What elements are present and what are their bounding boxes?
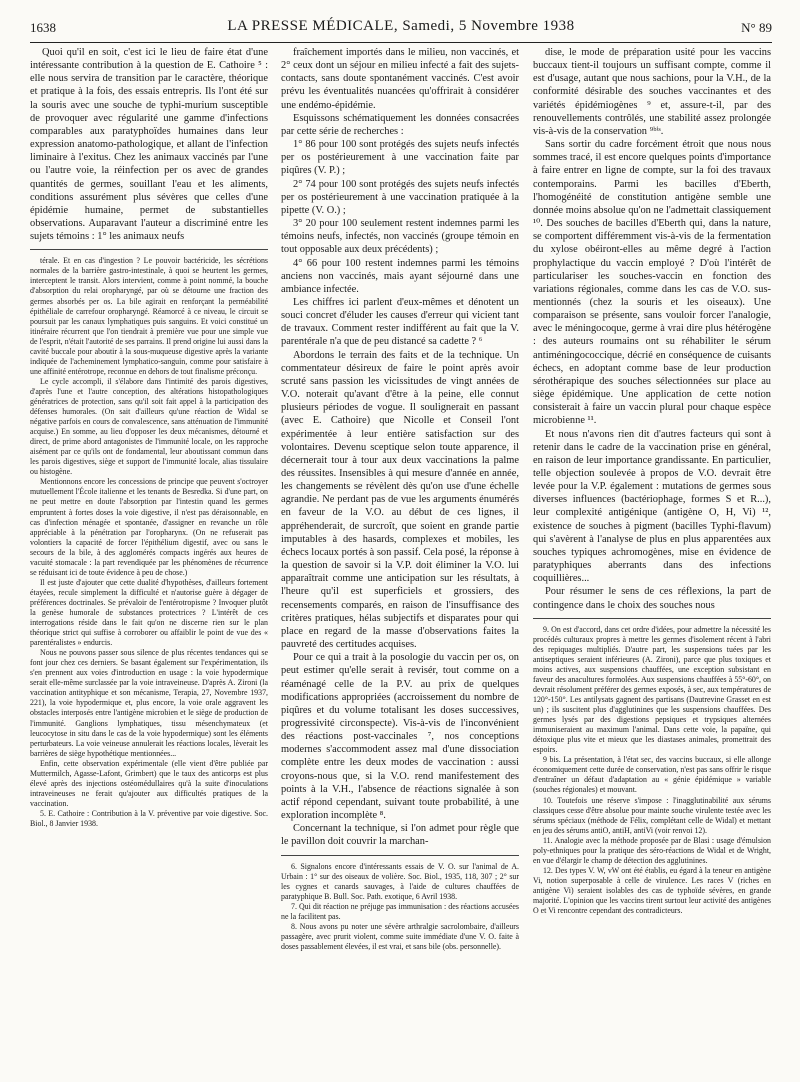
paragraph: 4° 66 pour 100 restent indemnes parmi les témoins anciens non vaccinés, mais ayant séjourné dans une ambiance infectée. [281, 257, 519, 295]
footnote: 5. E. Cathoire : Contribution à la V. préventive par voie digestive. Soc. Biol., 8 Janvier 1938. [30, 808, 268, 828]
footnote: Il est juste d'ajouter que cette dualité d'hypothèses, d'ailleurs fortement étayées, recule simplement la difficulté et n'autorise guère à dégager de préférences doctrinales. Se prévaloir de l'entérotropisme ? Invoquer plutôt la genèse humorale de substances protectrices ? L'intérêt de ces interrogations réside dans le fait qu'on ne discerne rien sur le plan théorique strict qui suffise à corroborer ou affaiblir le point de vue des « parentéralistes » endurcis. [30, 577, 268, 648]
header-rule [30, 42, 772, 43]
footnote-separator [281, 855, 519, 856]
journal-title: LA PRESSE MÉDICALE, Samedi, 5 Novembre 1938 [227, 18, 575, 34]
paragraph: 2° 74 pour 100 sont protégés des sujets neufs infectés per os postérieurement à une vaccination pratiquée à la pipette (V. O.) ; [281, 178, 519, 216]
paragraph: Pour résumer le sens de ces réflexions, la part de contingence dans le choix des souches nous [533, 586, 771, 611]
page-header [30, 18, 772, 40]
paragraph: Pour ce qui a trait à la posologie du vaccin per os, on peut estimer qu'elle serait à revisér, tout comme on a réaménagé celle de la P.V. au prix de quelques modifications appropriées (accroissement du nombre de piqûres et du volume totalisant les doses successives, progressivité circonspecte). Vis-à-vis de l'inconvénient des réactions post-vaccinales ⁷, nos conceptions modernes s'accommodent assez mal d'une dissociation complète entre les deux modes de vaccination : aussi croyons-nous que, si la V.O. rend manifestement des points à la V.H., l'absence de réactions signalée à son actif répond cependant, suivant toute probabilité, à une exploration incomplète ⁸. [281, 652, 519, 822]
footnote-separator [30, 249, 268, 250]
footnote: 9 bis. La présentation, à l'état sec, des vaccins buccaux, si elle allonge économiquement cette durée de conservation, n'est pas sans offrir le risque d'entraîner un défaut d'adaptation au « génie épidémique » variable (souches régionales) et mouvant. [533, 755, 771, 795]
footnote: 12. Des types V. W, vW ont été établis, eu égard à la teneur en antigène Vi, notion superposable à celle de virulence. Les races V (riches en antigène Vi) seraient isolables des cas de typhoïde sévères, en grande majorité. L'opinion que les vaccins tirent surtout leur activité des antigènes O et Vi rencontre cependant des contradicteurs. [533, 865, 771, 916]
footnote-separator [533, 618, 771, 619]
footnote: 9. On est d'accord, dans cet ordre d'idées, pour admettre la nécessité les procédés culturaux propres à mettre les germes d'isolement récent à l'abri des repiquages multipliés. D'autre part, les suspensions tuées par les antiseptiques seraient inférieures (A. Zironi), parce que plus toxiques et moins actives, aux suspensions chauffées, une exception subsistant en faveur des anacultures formolées. Aux suspensions chauffées à 55°-60°, on devrait résolument préférer des germes exposés, à sec, aux températures de 120°-150°. Les antilysats gagnent des partisans (Dautrevine Grasset en est un) ; ils suscitent plus d'agglutinines que les suspensions chauffées. Des germes lysés par des digestions pepsiques et trypsiques alternées immuniseraient au maximum l'animal. Dans cette voie, la papaïne, qui détoxique plus vite et mieux que les diastases animales, promettrait des espoirs. [533, 624, 771, 755]
paragraph: Sans sortir du cadre forcément étroit que nous nous sommes tracé, il est encore quelques points d'importance à faire entrer en ligne de compte, sur la foi des travaux contemporains. Parmi les bacilles d'Eberth, l'homogénéité de constitution antigène semble une donnée moins absolue qu'on ne l'admettait classiquement ¹⁰. Des souches de bacilles d'Eberth qui, dans la nature, se comportent différemment vis-à-vis de la fermentation du xylose obéiront-elles au même degré à l'action prophylactique du vaccin employé ? D'où l'intérêt de particulariser les souches-vaccin en fonction des variations régionales, comme dans les cas de V.O. sus-mentionnés (chez la souris et les oiseaux). Une comparaison se présente, sans vouloir forcer l'analogie, avec le méningocoque, germe à vrai dire plus hétérogène : des auteurs roumains ont su réhabiliter le sérum antiméningococcique, décrié en conséquence de cuisants échecs, en adoptant comme base de leur production sérothérapique des souches sélectionnées sur place au siège épidémique. Une application de cette notion consisterait à faire un vaccin plural pour chaque espèce microbienne ¹¹. [533, 139, 771, 427]
page-number: 1638 [30, 20, 56, 35]
paragraph: Esquissons schématiquement les données consacrées par cette série de recherches : [281, 112, 519, 137]
paragraph: dise, le mode de préparation usité pour les vaccins buccaux tient-il toujours un suffisant compte, comme il est d'usage, autant que nous sachions, pour la V.H., de la conformité désirable des souches vaccinantes et des variétés épidémiogènes ⁹ et, assure-t-il, par des renouvellements contrôlés, une stabilité assez prolongée vis-à-vis de la conservation ⁹ᵇⁱˢ. [533, 47, 771, 137]
footnote: Mentionnons encore les concessions de principe que peuvent s'octroyer mutuellement l'École italienne et les tenants de Besredka. Si d'une part, on ne peut mettre en doute l'absorption par l'intestin quand les germes empruntent à fortes doses la voie digestive, il n'est pas déraisonnable, en cas d'infection ménagée et spontanée, d'assigner en revanche un rôle appréciable à la pénétration par l'oropharynx. (On ne refuserait pas volontiers la capacité de forcer l'épithélium digestif, avec ou sans le secours de la bile, à des agglomérés compacts ingérés aux heures de vacuité stomacale : la part revendiquée par les phénomènes de récurrence se réduisant ici de toute évidence à peu de chose.) [30, 477, 268, 577]
paragraph: fraîchement importés dans le milieu, non vaccinés, et 2° ceux dont un séjour en milieu infecté a fait des sujets-contacts, sans doute spontanément vaccinés. C'est avoir prévu les éventualités nuancées qu'offrirait à considérer une endémo-épidémie. [281, 47, 519, 111]
column-left [30, 46, 268, 1066]
footnote: 6. Signalons encore d'intéressants essais de V. O. sur l'animal de A. Urbain : 1° sur des oiseaux de volière. Soc. Biol., 1935, 118, 307 ; 2° sur les cygnes et canards sauvages, à l'aide de cultures chauffées de paratyphique B. Bull. Soc. Path. exotique, 6 Avril 1938. [281, 861, 519, 901]
paragraph: Concernant la technique, si l'on admet pour règle que le pavillon doit couvrir la marchan- [281, 823, 519, 848]
footnote: térale. Et en cas d'ingestion ? Le pouvoir bactéricide, les sécrétions normales de la barrière gastro-intestinale, à quoi se heurtent les germes, interceptent le transit. Alors intervient, comme à point nommé, la bouche d'absorption du relai oropharyngé, par où se détourne une fraction des germes absorbés per os. La bile agirait en renforçant la perméabilité épithéliale de carrefour oropharyngé. Réamorcé à ce niveau, le circuit se poursuit par les canaux lymphatiques puis sanguins. Et voici constitué un itinéraire récurrent que l'on tiendrait à première vue pour une simple vue de l'esprit, n'était l'autorité de ses parrains. Il prend origine lui aussi dans la cavité buccale pour aboutir à la sous-muqueuse digestive après la variante indiquée de l'acheminement lymphatico-sanguin, comme pour satisfaire à une affinité entérotrope, reconnue en dehors de tout finalisme préconçu. [30, 256, 268, 376]
issue-number: N° 89 [741, 20, 772, 35]
footnote: Nous ne pouvons passer sous silence de plus récentes tendances qui se font jour chez ces derniers. Se basant également sur l'expérimentation, ils s'en prennent aux voies d'introduction en usage : la voie hypodermique serait elle-même surclassée par la voie intraveineuse. D'après A. Zironi (la vaccination antityphique et son mécanisme, Terapia, 27, Novembre 1937, 221), la voie hypodermique et, plus encore, la voie orale aggravent les obstacles interposés entre l'antigène microbien et le siège de production de l'immunité. Ganglions lymphatiques, tissu mésenchymateux (et leucocytose in situ dans le cas de la voie hypodermique) sont les éléments perturbateurs. La voie veineuse annulerait les réactions locales, lèverait les barrières de siège hypothétique mentionnées... [30, 648, 268, 758]
footnote: 11. Analogie avec la méthode proposée par de Blasi : usage d'émulsion poly-ethniques pour la pratique des séro-réactions de Widal et de Wright, en vue d'élargir le champ de détection des agglutinines. [533, 835, 771, 865]
paragraph: 1° 86 pour 100 sont protégés des sujets neufs infectés per os postérieurement à une vaccination faite par piqûres (V. P.) ; [281, 139, 519, 177]
footnote: Le cycle accompli, il s'élabore dans l'intimité des parois digestives, d'après l'une et l'autre conception, des altérations histopathologiques génératrices de protection, sans qu'il soit fait appel à la participation des défenses humorales. (On sait d'ailleurs qu'une réaction de Widal se négative parfois en cours de convalescence, sans atténuation de l'immunité acquise.) En somme, au lieu d'opposer les deux mécanismes, détourné et direct, de prime abord antagonistes de l'immunité locale, on les rapproche aisément par ce qu'ils ont de fondamental, leur aboutissant commun dans les parois digestives, siège et support de l'immunité locale, alias tissulaire ou histogène. [30, 376, 268, 477]
paragraph: Et nous n'avons rien dit d'autres facteurs qui sont à retenir dans le cadre de la vaccination prise en général, en raison de leur importance grandissante. En particulier, telle objection soulevée à propos de V.O. devrait être levée pour la V.P. également : mutations de germes sous diverses influences (bactériophage, formes S et R...), leur complexité antigénique (antigène O, H, Vi) ¹², existence de souches à pigment (bacilles Typhi-flavum) qui s'avèrent à l'analyse de plus en plus apparentées aux souches typiques achromogènes, mise en évidence de paratyphiques aberrants dans des infections coquillières... [533, 428, 771, 585]
paragraph: Abordons le terrain des faits et de la technique. Un commentateur désireux de faire le point après avoir scruté sans passion les vicissitudes de vingt années de V.O. noterait qu'avant d'être à la peine, elle connut plusieurs périodes de vogue. Il soulignerait en passant (avec E. Cathoire) que Nicolle et Conseil l'ont expérimentée à leur entière satisfaction sur des volontaires. Devenu sceptique selon toute apparence, il décernerait tour à tour aux deux vaccinations la palme des réussites. Insensibles à qui mesure d'année en année, les changements se révèlent dès qu'on use d'une échelle agrandie. Ne perdant pas de vue les arguments énumérés en faveur de la V.O. au début de ces lignes, il appréhenderait, de surcroît, que soient en grande partie imputables à des hasards, complexes et mobiles, les échecs locaux portés à son passif. Cela posé, la réponse à la question de savoir si la V.P. doit éliminer la V.O. lui apparaîtrait comme une anticipation sur les résultats, à l'heure qu'il est superficiels et grossiers, des recensements comparés, en raison de l'insuffisance des critères pratiques, hélas subjectifs et disparates pour qui place en regard de la masse d'observations faites la pauvreté des certitudes acquises. [281, 349, 519, 651]
paragraph: Les chiffres ici parlent d'eux-mêmes et dénotent un souci concret d'éluder les causes d'erreur qui vicient tant de travaux. Comment rester indifférent au fait que la V. parentérale n'a que de peu distancé sa cadette ? ⁶ [281, 296, 519, 348]
paragraph: Quoi qu'il en soit, c'est ici le lieu de faire état d'une intéressante contribution à la question de E. Cathoire ⁵ : elle nous servira de transition par le caractère, théorique et pratique à la fois, des essais entrepris. Ils l'ont été sur la souris avec une souche de typhi-murium susceptible de provoquer avec régularité une gamme d'infections comparables aux paratyphoïdes humaines dans leur expression anatomo-pathologique, et allant de l'infection liminaire à l'exitus. Chez les animaux vaccinés par l'une ou l'autre voie, la réinfection per os avec de grandes quantités de germes, souillant l'eau et les aliments, conditions assurément plus sévères que celles d'une épidémie humaine, permet de substantielles observations. Auparavant l'auteur a discriminé entre les sujets témoins : 1° les animaux neufs [30, 47, 268, 243]
footnote: 8. Nous avons pu noter une sévère arthralgie sacrolombaire, d'ailleurs passagère, avec prurit violent, comme suite immédiate d'une V. O. faite à doses passablement élevées, il est vrai, et sans bile (obs. personnelle). [281, 921, 519, 951]
column-middle [281, 46, 519, 1066]
footnote: 10. Toutefois une réserve s'impose : l'inagglutinabilité aux sérums classiques cesse d'être absolue pour mainte souche virulente testée avec les sérums spéciaux (méthode de Félix, complétant celle de Widal) et mettant en jeu des sérums antiO, antiH, antiVi (voir renvoi 12). [533, 795, 771, 835]
footnote: Enfin, cette observation expérimentale (elle vient d'être publiée par Muttermilch, Agasse-Lafont, Grimbert) que le taux des anticorps est plus élevé après des injections ostéomédullaires qu'à la suite d'inoculations intraveineuses ne ferait qu'ajouter aux difficultés pratiques de la vaccination. [30, 758, 268, 808]
footnote: 7. Qui dit réaction ne préjuge pas immunisation : des réactions accusées ne la facilitent pas. [281, 901, 519, 921]
column-right [533, 46, 771, 1066]
paragraph: 3° 20 pour 100 seulement restent indemnes parmi les témoins neufs, infectés, non vaccinés (groupe témoin en tout opposable aux deux précédents) ; [281, 218, 519, 256]
